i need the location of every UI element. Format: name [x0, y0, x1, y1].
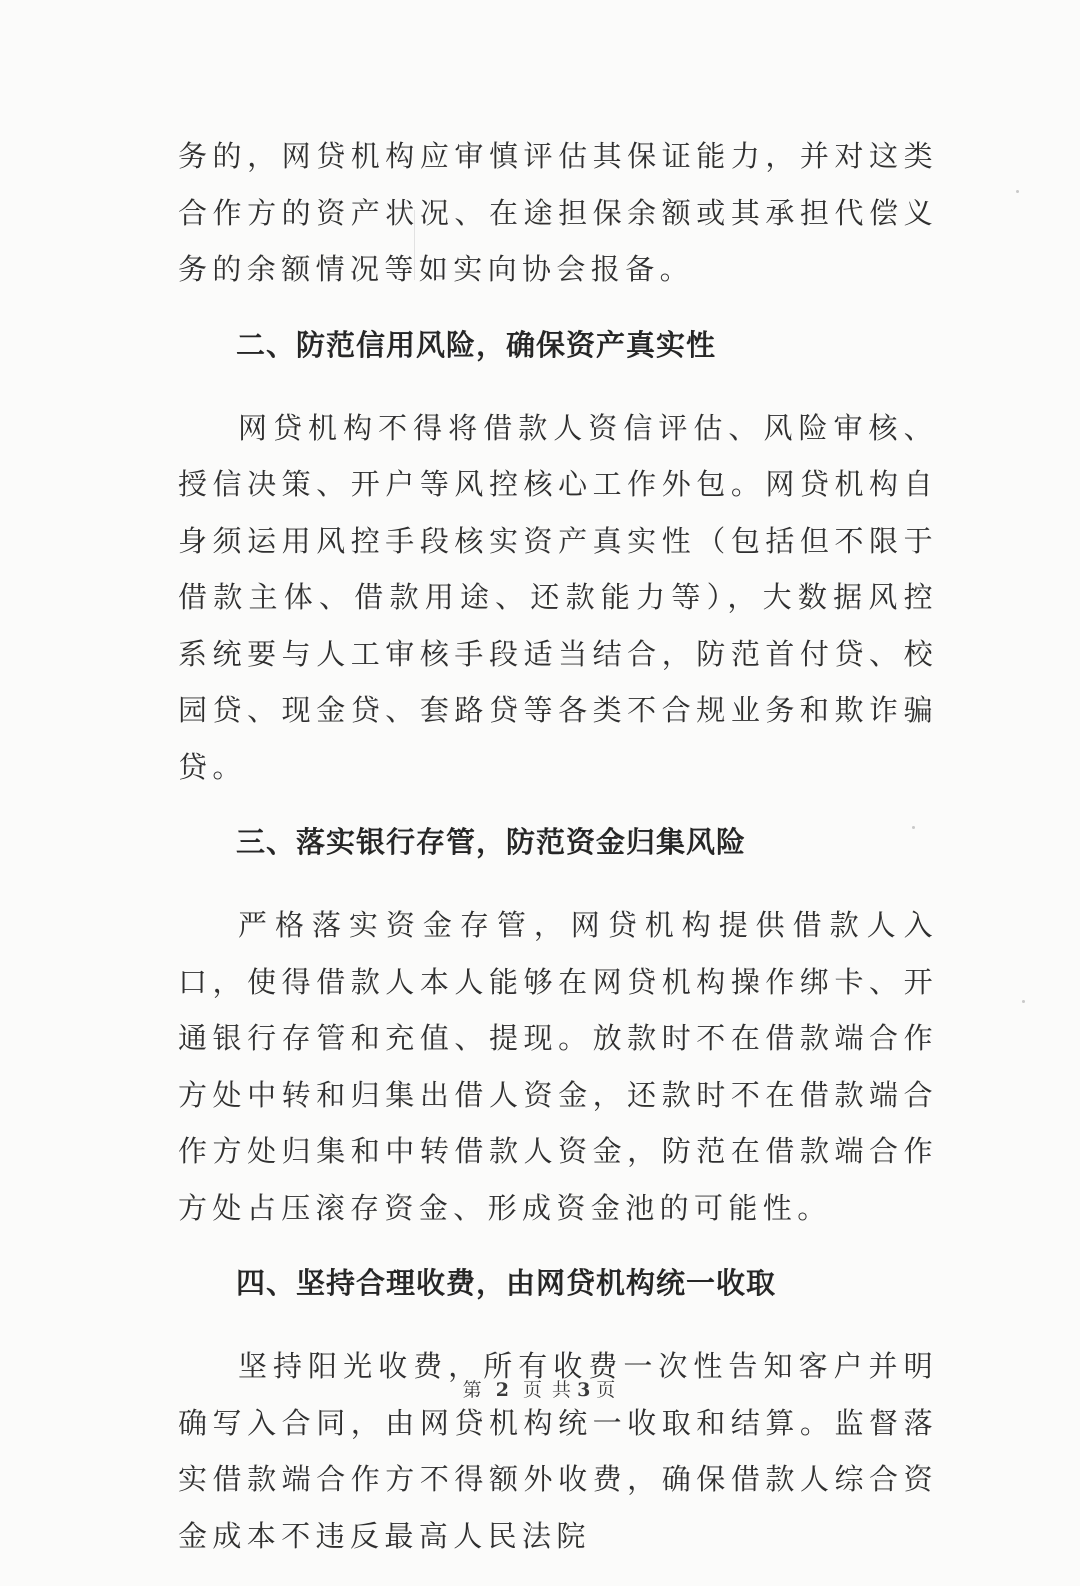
footer-suffix: 页 — [596, 1379, 618, 1401]
heading-fees: 四、坚持合理收费，由网贷机构统一收取 — [236, 1266, 777, 1300]
footer-page-number: 2 — [495, 1379, 511, 1401]
scan-speck — [1016, 190, 1019, 193]
footer-prefix: 第 — [462, 1379, 484, 1401]
footer-middle: 页 共 — [523, 1379, 574, 1401]
page-footer — [0, 1375, 1080, 1402]
paragraph-credit-risk: 网贷机构不得将借款人资信评估、风险审核、授信决策、开户等风控核心工作外包。网贷机构自身须运用风控手段核实资产真实性（包括但不限于借款主体、借款用途、还款能力等），大数据风控系统要与人工审核手段适当结合，防范首付贷、校园贷、现金贷、套路贷等各类不合规业务和欺诈骗贷。 — [178, 410, 938, 784]
paragraph-fees: 坚持阳光收费，所有收费一次性告知客户并明确写入合同，由网贷机构统一收取和结算。监督落实借款端合作方不得额外收费，确保借款人综合资金成本不违反最高人民法院 — [178, 1349, 938, 1553]
heading-credit-risk: 二、防范信用风险，确保资产真实性 — [236, 327, 717, 362]
scan-speck — [1022, 1000, 1025, 1003]
heading-bank-custody: 三、落实银行存管，防范资金归集风险 — [236, 825, 747, 859]
document-body — [178, 128, 938, 1586]
paragraph-bank-custody: 严格落实资金存管，网贷机构提供借款人入口，使得借款人本人能够在网贷机构操作绑卡、开通银行存管和充值、提现。放款时不在借款端合作方处中转和归集出借人资金，还款时不在借款端合作方处归集和中转借款人资金，防范在借款端合作方处占压滚存资金、形成资金池的可能性。 — [178, 908, 938, 1225]
paragraph-guarantee-report: 务的，网贷机构应审慎评估其保证能力，并对这类合作方的资产状况、在途担保余额或其承担代偿义务的余额情况等如实向协会报备。 — [178, 139, 938, 286]
footer-total-pages: 3 — [577, 1379, 593, 1401]
